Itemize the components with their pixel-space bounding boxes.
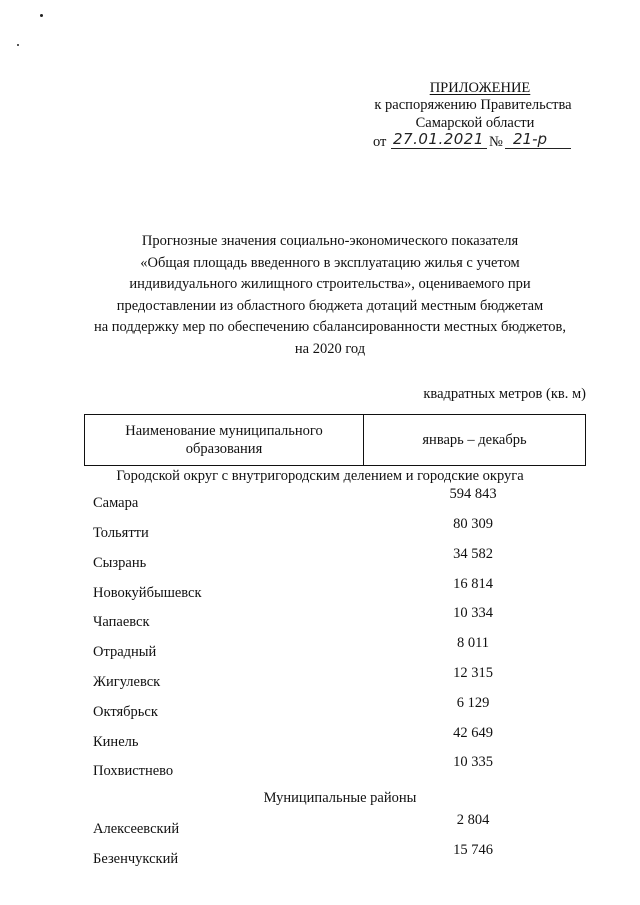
table-row xyxy=(0,695,640,723)
column-header-name-line1: Наименование муниципального xyxy=(125,423,323,439)
municipality-name: Жигулевск xyxy=(93,674,161,690)
municipality-name: Новокуйбышевск xyxy=(93,585,202,601)
table-row xyxy=(0,842,640,870)
section-title: Муниципальные районы xyxy=(263,790,417,806)
number-label: № xyxy=(489,134,503,150)
municipality-name: Октябрьск xyxy=(93,704,158,720)
scan-speck xyxy=(40,14,43,17)
table-row xyxy=(0,754,640,782)
title-line: Прогнозные значения социально-экономического показателя xyxy=(141,233,519,249)
table-row xyxy=(0,635,640,663)
signature-number: 21-р xyxy=(513,130,548,148)
title-line: предоставлении из областного бюджета дотаций местным бюджетам xyxy=(116,297,544,314)
municipality-name: Сызрань xyxy=(93,555,147,571)
municipality-name: Безенчукский xyxy=(93,851,179,867)
municipality-value: 34 582 xyxy=(453,546,493,562)
municipality-value: 2 804 xyxy=(456,812,490,828)
column-header-period: январь – декабрь xyxy=(364,415,586,466)
signature-date: 27.01.2021 xyxy=(393,130,484,148)
table-row xyxy=(0,725,640,753)
table-row xyxy=(0,486,640,514)
municipality-value: 12 315 xyxy=(453,665,493,681)
municipality-value: 15 746 xyxy=(453,842,493,858)
title-line: на поддержку мер по обеспечению сбалансированности местных бюджетов, xyxy=(93,319,567,335)
table-row xyxy=(0,546,640,574)
municipality-value: 42 649 xyxy=(453,725,493,741)
municipality-value: 16 814 xyxy=(453,576,493,592)
municipality-value: 8 011 xyxy=(456,635,490,651)
municipality-value: 10 335 xyxy=(453,754,493,770)
appendix-date-line xyxy=(373,128,573,150)
appendix-line-2: Самарской области xyxy=(415,115,535,131)
municipality-name: Алексеевский xyxy=(93,821,180,837)
appendix-line-1: к распоряжению Правительства xyxy=(374,97,572,113)
municipality-value: 80 309 xyxy=(453,516,493,532)
table-header xyxy=(84,414,586,466)
municipality-value: 10 334 xyxy=(453,605,493,621)
table-row xyxy=(0,665,640,693)
municipality-name: Самара xyxy=(93,495,139,511)
municipality-name: Похвистнево xyxy=(93,763,174,779)
table-row xyxy=(0,812,640,840)
from-label: от xyxy=(373,134,387,150)
table-row xyxy=(0,576,640,604)
units-label: квадратных метров (кв. м) xyxy=(423,386,586,402)
document-title xyxy=(60,231,600,360)
municipality-name: Тольятти xyxy=(93,525,149,541)
date-underline xyxy=(391,148,487,149)
title-line: на 2020 год xyxy=(294,340,366,357)
table-row xyxy=(0,605,640,633)
column-header-name-line2: образования xyxy=(185,441,263,457)
scan-speck xyxy=(17,44,19,46)
column-header-name xyxy=(85,415,364,466)
municipality-value: 594 843 xyxy=(449,486,497,502)
municipality-value: 6 129 xyxy=(456,695,490,711)
title-line: «Общая площадь введенного в эксплуатацию жилья с учетом xyxy=(140,254,520,271)
number-underline xyxy=(505,148,571,149)
municipality-name: Отрадный xyxy=(93,644,157,660)
municipality-name: Кинель xyxy=(93,734,139,750)
table-row xyxy=(0,516,640,544)
section-title: Городской округ с внутригородским делением и городские округа xyxy=(116,468,524,484)
appendix-heading: ПРИЛОЖЕНИЕ xyxy=(429,80,531,96)
title-line: индивидуального жилищного строительства», оцениваемого при xyxy=(129,276,531,292)
municipality-name: Чапаевск xyxy=(93,614,150,630)
